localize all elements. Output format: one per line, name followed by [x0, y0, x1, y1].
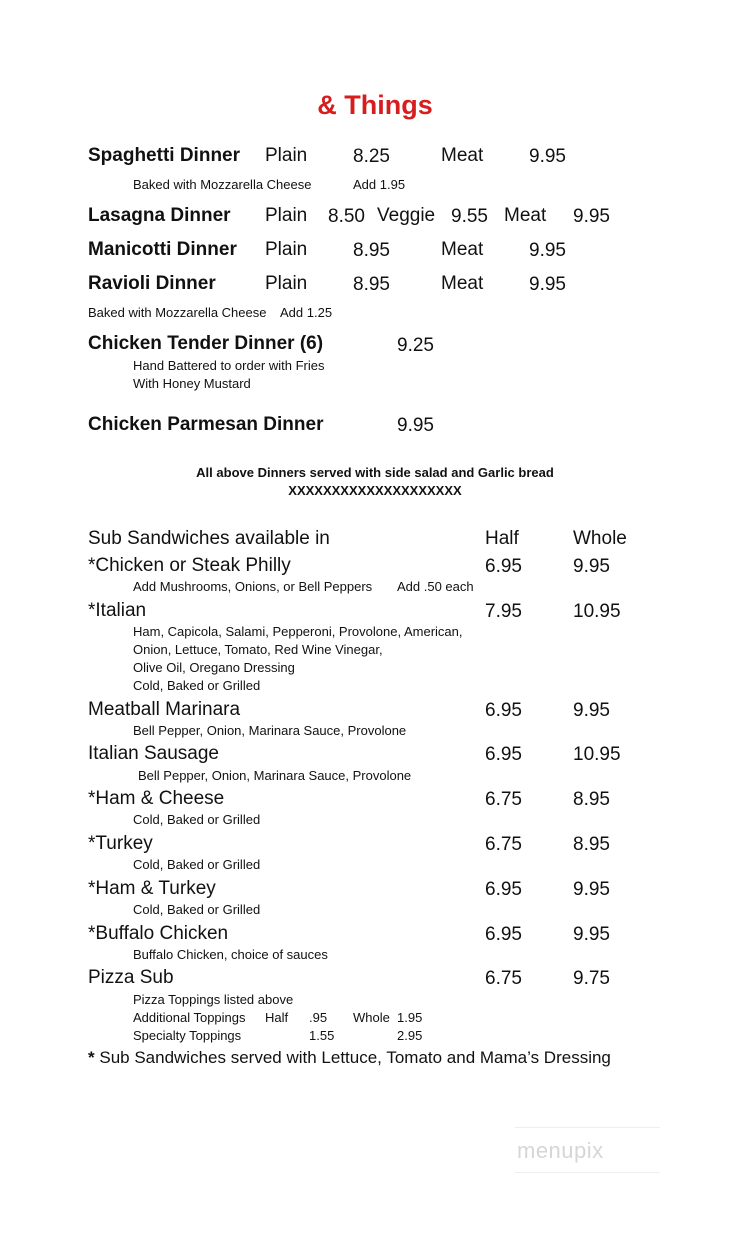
lasagna-dinner-name: Lasagna Dinner	[88, 205, 231, 226]
ravioli-plain-price: 8.95	[353, 274, 390, 295]
sub-item-whole-price: 8.95	[573, 834, 610, 855]
sub-item-desc: Olive Oil, Oregano Dressing	[133, 660, 295, 675]
sub-item-desc: Cold, Baked or Grilled	[133, 857, 261, 872]
lasagna-meat-label: Meat	[504, 205, 547, 226]
manicotti-plain-price: 8.95	[353, 240, 390, 261]
sub-item-desc: Pizza Toppings listed above	[133, 992, 294, 1007]
additional-toppings-whole-price: 1.95	[397, 1010, 423, 1025]
sub-item-half-price: 6.75	[485, 968, 522, 989]
lasagna-meat-price: 9.95	[573, 206, 610, 227]
sub-item-desc: Add Mushrooms, Onions, or Bell Peppers	[133, 579, 373, 594]
spaghetti-meat-price: 9.95	[529, 146, 566, 167]
sub-item-desc: Cold, Baked or Grilled	[133, 902, 261, 917]
sub-item-desc: Ham, Capicola, Salami, Pepperoni, Provolone, American,	[133, 624, 463, 639]
sub-item-half-price: 6.95	[485, 924, 522, 945]
manicotti-dinner-name: Manicotti Dinner	[88, 239, 237, 260]
sub-item-name: Pizza Sub	[88, 967, 174, 988]
baked-note: Baked with Mozzarella Cheese	[88, 305, 267, 320]
ravioli-dinner-name: Ravioli Dinner	[88, 273, 216, 294]
dinner-note: All above Dinners served with side salad and Garlic bread	[196, 465, 554, 480]
sub-item-half-price: 6.95	[485, 879, 522, 900]
watermark-line-top	[515, 1127, 660, 1128]
specialty-toppings-whole-price: 2.95	[397, 1028, 423, 1043]
ravioli-meat-price: 9.95	[529, 274, 566, 295]
sub-item-half-price: 6.75	[485, 834, 522, 855]
sub-item-half-price: 6.95	[485, 700, 522, 721]
sub-item-desc: Onion, Lettuce, Tomato, Red Wine Vinegar,	[133, 642, 383, 657]
sub-item-desc: Bell Pepper, Onion, Marinara Sauce, Provolone	[138, 768, 412, 783]
chicken-tender-desc-2: With Honey Mustard	[133, 376, 251, 391]
additional-toppings-label: Additional Toppings	[133, 1010, 246, 1025]
lasagna-plain-label: Plain	[265, 205, 308, 226]
sub-item-whole-price: 8.95	[573, 789, 610, 810]
sub-item-whole-price: 9.95	[573, 879, 610, 900]
sub-item-half-price: 6.95	[485, 744, 522, 765]
sub-item-whole-price: 9.95	[573, 924, 610, 945]
chicken-parm-name: Chicken Parmesan Dinner	[88, 414, 324, 435]
lasagna-veggie-price: 9.55	[451, 206, 488, 227]
spaghetti-note-add: Add 1.95	[353, 177, 406, 192]
sub-item-name: *Chicken or Steak Philly	[88, 555, 291, 576]
sub-item-whole-price: 10.95	[573, 601, 621, 622]
sub-item-name: *Italian	[88, 600, 147, 621]
page-title: & Things	[317, 90, 433, 120]
separator: XXXXXXXXXXXXXXXXXXXX	[288, 483, 462, 498]
watermark-line-bottom	[515, 1172, 660, 1173]
sub-item-half-price: 6.95	[485, 556, 522, 577]
lasagna-plain-price: 8.50	[328, 206, 365, 227]
manicotti-meat-label: Meat	[441, 239, 484, 260]
sub-item-whole-price: 9.95	[573, 700, 610, 721]
ravioli-plain-label: Plain	[265, 273, 308, 294]
spaghetti-plain-label: Plain	[265, 145, 308, 166]
sub-item-whole-price: 9.95	[573, 556, 610, 577]
sub-item-name: *Ham & Turkey	[88, 878, 216, 899]
watermark-logo: menupix	[517, 1138, 604, 1163]
subs-header: Sub Sandwiches available in	[88, 528, 330, 549]
subs-whole-header: Whole	[573, 528, 627, 549]
sub-item-desc: Cold, Baked or Grilled	[133, 812, 261, 827]
sub-item-whole-price: 9.75	[573, 968, 610, 989]
specialty-toppings-label: Specialty Toppings	[133, 1028, 242, 1043]
chicken-parm-price: 9.95	[397, 415, 434, 436]
sub-item-name: *Ham & Cheese	[88, 788, 225, 809]
sub-item-name: Italian Sausage	[88, 743, 219, 764]
baked-note-add: Add 1.25	[280, 305, 333, 320]
additional-toppings-half-price: .95	[309, 1010, 328, 1025]
sub-item-name: Meatball Marinara	[88, 699, 241, 720]
sub-item-half-price: 6.75	[485, 789, 522, 810]
manicotti-meat-price: 9.95	[529, 240, 566, 261]
sub-item-desc: Bell Pepper, Onion, Marinara Sauce, Provolone	[133, 723, 407, 738]
chicken-tender-price: 9.25	[397, 335, 434, 356]
spaghetti-dinner-name: Spaghetti Dinner	[88, 145, 241, 166]
toppings-whole-label: Whole	[353, 1010, 390, 1025]
lasagna-veggie-label: Veggie	[377, 205, 436, 226]
sub-item-name: *Turkey	[88, 833, 153, 854]
spaghetti-note: Baked with Mozzarella Cheese	[133, 177, 312, 192]
chicken-tender-desc-1: Hand Battered to order with Fries	[133, 358, 325, 373]
toppings-half-label: Half	[265, 1010, 289, 1025]
subs-footer-note	[88, 1048, 611, 1068]
sub-item-whole-price: 10.95	[573, 744, 621, 765]
subs-half-header: Half	[485, 528, 519, 549]
manicotti-plain-label: Plain	[265, 239, 308, 260]
spaghetti-plain-price: 8.25	[353, 146, 390, 167]
ravioli-meat-label: Meat	[441, 273, 484, 294]
sub-item-desc-add: Add .50 each	[397, 579, 474, 594]
sub-item-desc: Buffalo Chicken, choice of sauces	[133, 947, 328, 962]
specialty-toppings-half-price: 1.55	[309, 1028, 335, 1043]
sub-item-name: *Buffalo Chicken	[88, 923, 229, 944]
spaghetti-meat-label: Meat	[441, 145, 484, 166]
sub-item-desc: Cold, Baked or Grilled	[133, 678, 261, 693]
chicken-tender-name: Chicken Tender Dinner (6)	[88, 333, 324, 354]
footer-asterisk: *	[88, 1048, 95, 1067]
footer-text: Sub Sandwiches served with Lettuce, Tomato and Mama’s Dressing	[99, 1048, 611, 1067]
sub-item-half-price: 7.95	[485, 601, 522, 622]
